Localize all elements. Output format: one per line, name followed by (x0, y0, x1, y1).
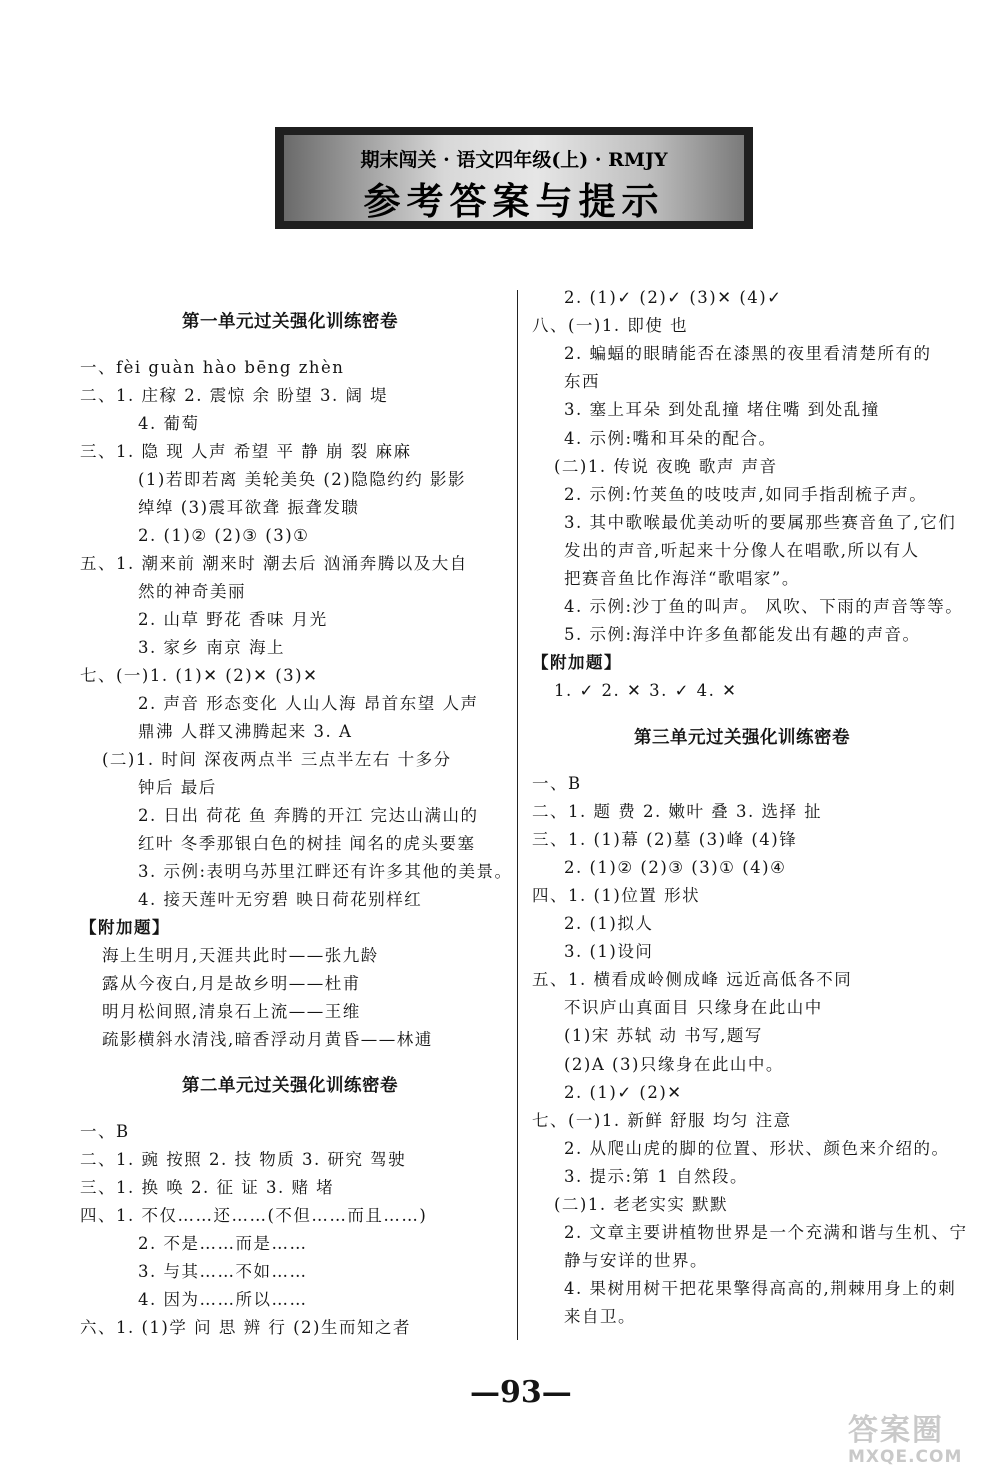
answer-line: 2. 文章主要讲植物世界是一个充满和谐与生机、宁 (564, 1223, 968, 1243)
answer-line: 红叶 冬季那银白色的树挂 闻名的虎头要塞 (138, 834, 476, 853)
answer-line: 三、1. 换 唤 2. 征 证 3. 赌 堵 (80, 1178, 335, 1197)
section-heading: 第二单元过关强化训练密卷 (182, 1076, 398, 1096)
answer-line: 2. 山草 野花 香味 月光 (138, 610, 328, 629)
answer-line: 五、1. 潮来前 潮来时 潮去后 汹涌奔腾以及大自 (80, 554, 468, 573)
answer-line: 把赛音鱼比作海洋“歌唱家”。 (564, 569, 800, 588)
answer-line: 二、1. 豌 按照 2. 技 物质 3. 研究 驾驶 (80, 1150, 407, 1169)
answer-line: 2. (1)拟人 (564, 914, 654, 933)
answer-line: 三、1. 隐 现 人声 希望 平 静 崩 裂 麻麻 (80, 442, 412, 461)
answer-line: 2. 声音 形态变化 人山人海 昂首东望 人声 (138, 694, 479, 713)
answer-line: 5. 示例:海洋中许多鱼都能发出有趣的声音。 (564, 625, 921, 645)
answer-line: 八、(一)1. 即使 也 (532, 316, 689, 336)
answer-line: 2. (1)✓ (2)✕ (564, 1082, 683, 1102)
answer-line: (1)若即若离 美轮美奂 (2)隐隐约约 影影 (138, 470, 466, 489)
answer-line: (2)A (3)只缘身在此山中。 (564, 1054, 784, 1074)
answer-line: 五、1. 横看成岭侧成峰 远近高低各不同 (532, 970, 853, 990)
answer-line: (二)1. 传说 夜晚 歌声 声音 (554, 456, 778, 476)
answer-line: 3. 示例:表明乌苏里江畔还有许多其他的美景。 (138, 862, 513, 881)
answer-line: 4. 葡萄 (138, 414, 200, 433)
answer-line: 2. 示例:竹荚鱼的吱吱声,如同手指刮梳子声。 (564, 484, 928, 504)
answer-line: 4. 接天莲叶无穷碧 映日荷花别样红 (138, 890, 423, 909)
answer-line: 3. 其中歌喉最优美动听的要属那些赛音鱼了,它们 (564, 512, 957, 532)
answer-line: 海上生明月,天涯共此时——张九龄 (102, 946, 379, 965)
answer-line: (1)宋 苏轼 动 书写,题写 (564, 1026, 763, 1046)
answer-line: 一、B (532, 773, 582, 793)
answer-line: 六、1. (1)学 问 思 辨 行 (2)生而知之者 (80, 1318, 411, 1337)
answer-line: 东西 (564, 372, 600, 392)
answer-line: (二)1. 时间 深夜两点半 三点半左右 十多分 (102, 750, 452, 769)
answer-line: 4. 示例:沙丁鱼的叫声。 风吹、下雨的声音等等。 (564, 597, 964, 617)
answer-line: 3. 家乡 南京 海上 (138, 638, 285, 657)
answer-line: 发出的声音,听起来十分像人在唱歌,所以有人 (564, 540, 920, 560)
banner-title: 参考答案与提示 (363, 180, 665, 223)
answer-line: 4. 因为……所以…… (138, 1290, 308, 1309)
answer-line: 3. 提示:第 1 自然段。 (564, 1166, 749, 1186)
answer-line: 静与安详的世界。 (564, 1251, 708, 1271)
answer-line: 一、B (80, 1122, 130, 1141)
left-column (80, 0, 513, 1400)
answer-line: 绰绰 (3)震耳欲聋 振聋发聩 (138, 498, 360, 517)
answer-line: 3. 塞上耳朵 到处乱撞 堵住嘴 到处乱撞 (564, 400, 880, 420)
answer-line: 3. (1)设问 (564, 942, 654, 962)
bonus-label: 【附加题】 (532, 653, 622, 673)
watermark-bottom: MXQE.COM (848, 1447, 963, 1467)
answer-line: 钟后 最后 (138, 778, 217, 797)
answer-line: 三、1. (1)幕 (2)墓 (3)峰 (4)锋 (532, 829, 798, 849)
answer-line: 2. 从爬山虎的脚的位置、形状、颜色来介绍的。 (564, 1138, 950, 1158)
answer-line: 四、1. (1)位置 形状 (532, 885, 701, 905)
watermark-top: 答案圈 (848, 1413, 944, 1448)
page-number: —93— (470, 1375, 572, 1410)
answer-line: 七、(一)1. 新鲜 舒服 均匀 注意 (532, 1110, 792, 1130)
answer-line: 2. 日出 荷花 鱼 奔腾的开江 完达山满山的 (138, 806, 479, 825)
banner-subtitle: 期末闯关 · 语文四年级(上) · RMJY (360, 149, 668, 171)
right-column (532, 0, 968, 1400)
answer-line: 不识庐山真面目 只缘身在此山中 (564, 998, 823, 1018)
answer-line: 1. ✓ 2. ✕ 3. ✓ 4. ✕ (554, 681, 738, 701)
answer-line: 疏影横斜水清浅,暗香浮动月黄昏——林逋 (102, 1030, 433, 1049)
answer-line: 二、1. 题 费 2. 嫩叶 叠 3. 选择 扯 (532, 801, 823, 821)
answer-line: 然的神奇美丽 (138, 582, 246, 601)
answer-line: 鼎沸 人群又沸腾起来 3. A (138, 722, 353, 741)
answer-line: 七、(一)1. (1)✕ (2)✕ (3)✕ (80, 666, 319, 685)
answer-line: 四、1. 不仅……还……(不但……而且……) (80, 1206, 428, 1225)
answer-line: 露从今夜白,月是故乡明——杜甫 (102, 974, 361, 993)
answer-line: 明月松间照,清泉石上流——王维 (102, 1002, 361, 1021)
answer-line: 来自卫。 (564, 1307, 636, 1327)
answer-line: 2. (1)② (2)③ (3)① (4)④ (564, 857, 787, 877)
answer-line: (二)1. 老老实实 默默 (554, 1195, 729, 1214)
section-heading: 第一单元过关强化训练密卷 (182, 312, 398, 332)
answer-line: 2. 不是……而是…… (138, 1234, 308, 1253)
column-divider (517, 290, 518, 1340)
answer-line: 3. 与其……不如…… (138, 1262, 308, 1281)
answer-line: 二、1. 庄稼 2. 震惊 余 盼望 3. 阔 堤 (80, 386, 389, 405)
answer-line: 4. 果树用树干把花果擎得高高的,荆棘用身上的刺 (564, 1279, 957, 1299)
answer-line: 一、fèi guàn hào bēng zhèn (80, 358, 345, 377)
answer-line: 4. 示例:嘴和耳朵的配合。 (564, 428, 777, 448)
watermark-logo (848, 1405, 988, 1467)
answer-line: 2. 蝙蝠的眼睛能否在漆黑的夜里看清楚所有的 (564, 344, 932, 364)
answer-line: 2. (1)✓ (2)✓ (3)✕ (4)✓ (564, 288, 783, 307)
bonus-label: 【附加题】 (80, 918, 170, 937)
answer-line: 2. (1)② (2)③ (3)① (138, 526, 310, 545)
section-heading: 第三单元过关强化训练密卷 (634, 727, 850, 748)
